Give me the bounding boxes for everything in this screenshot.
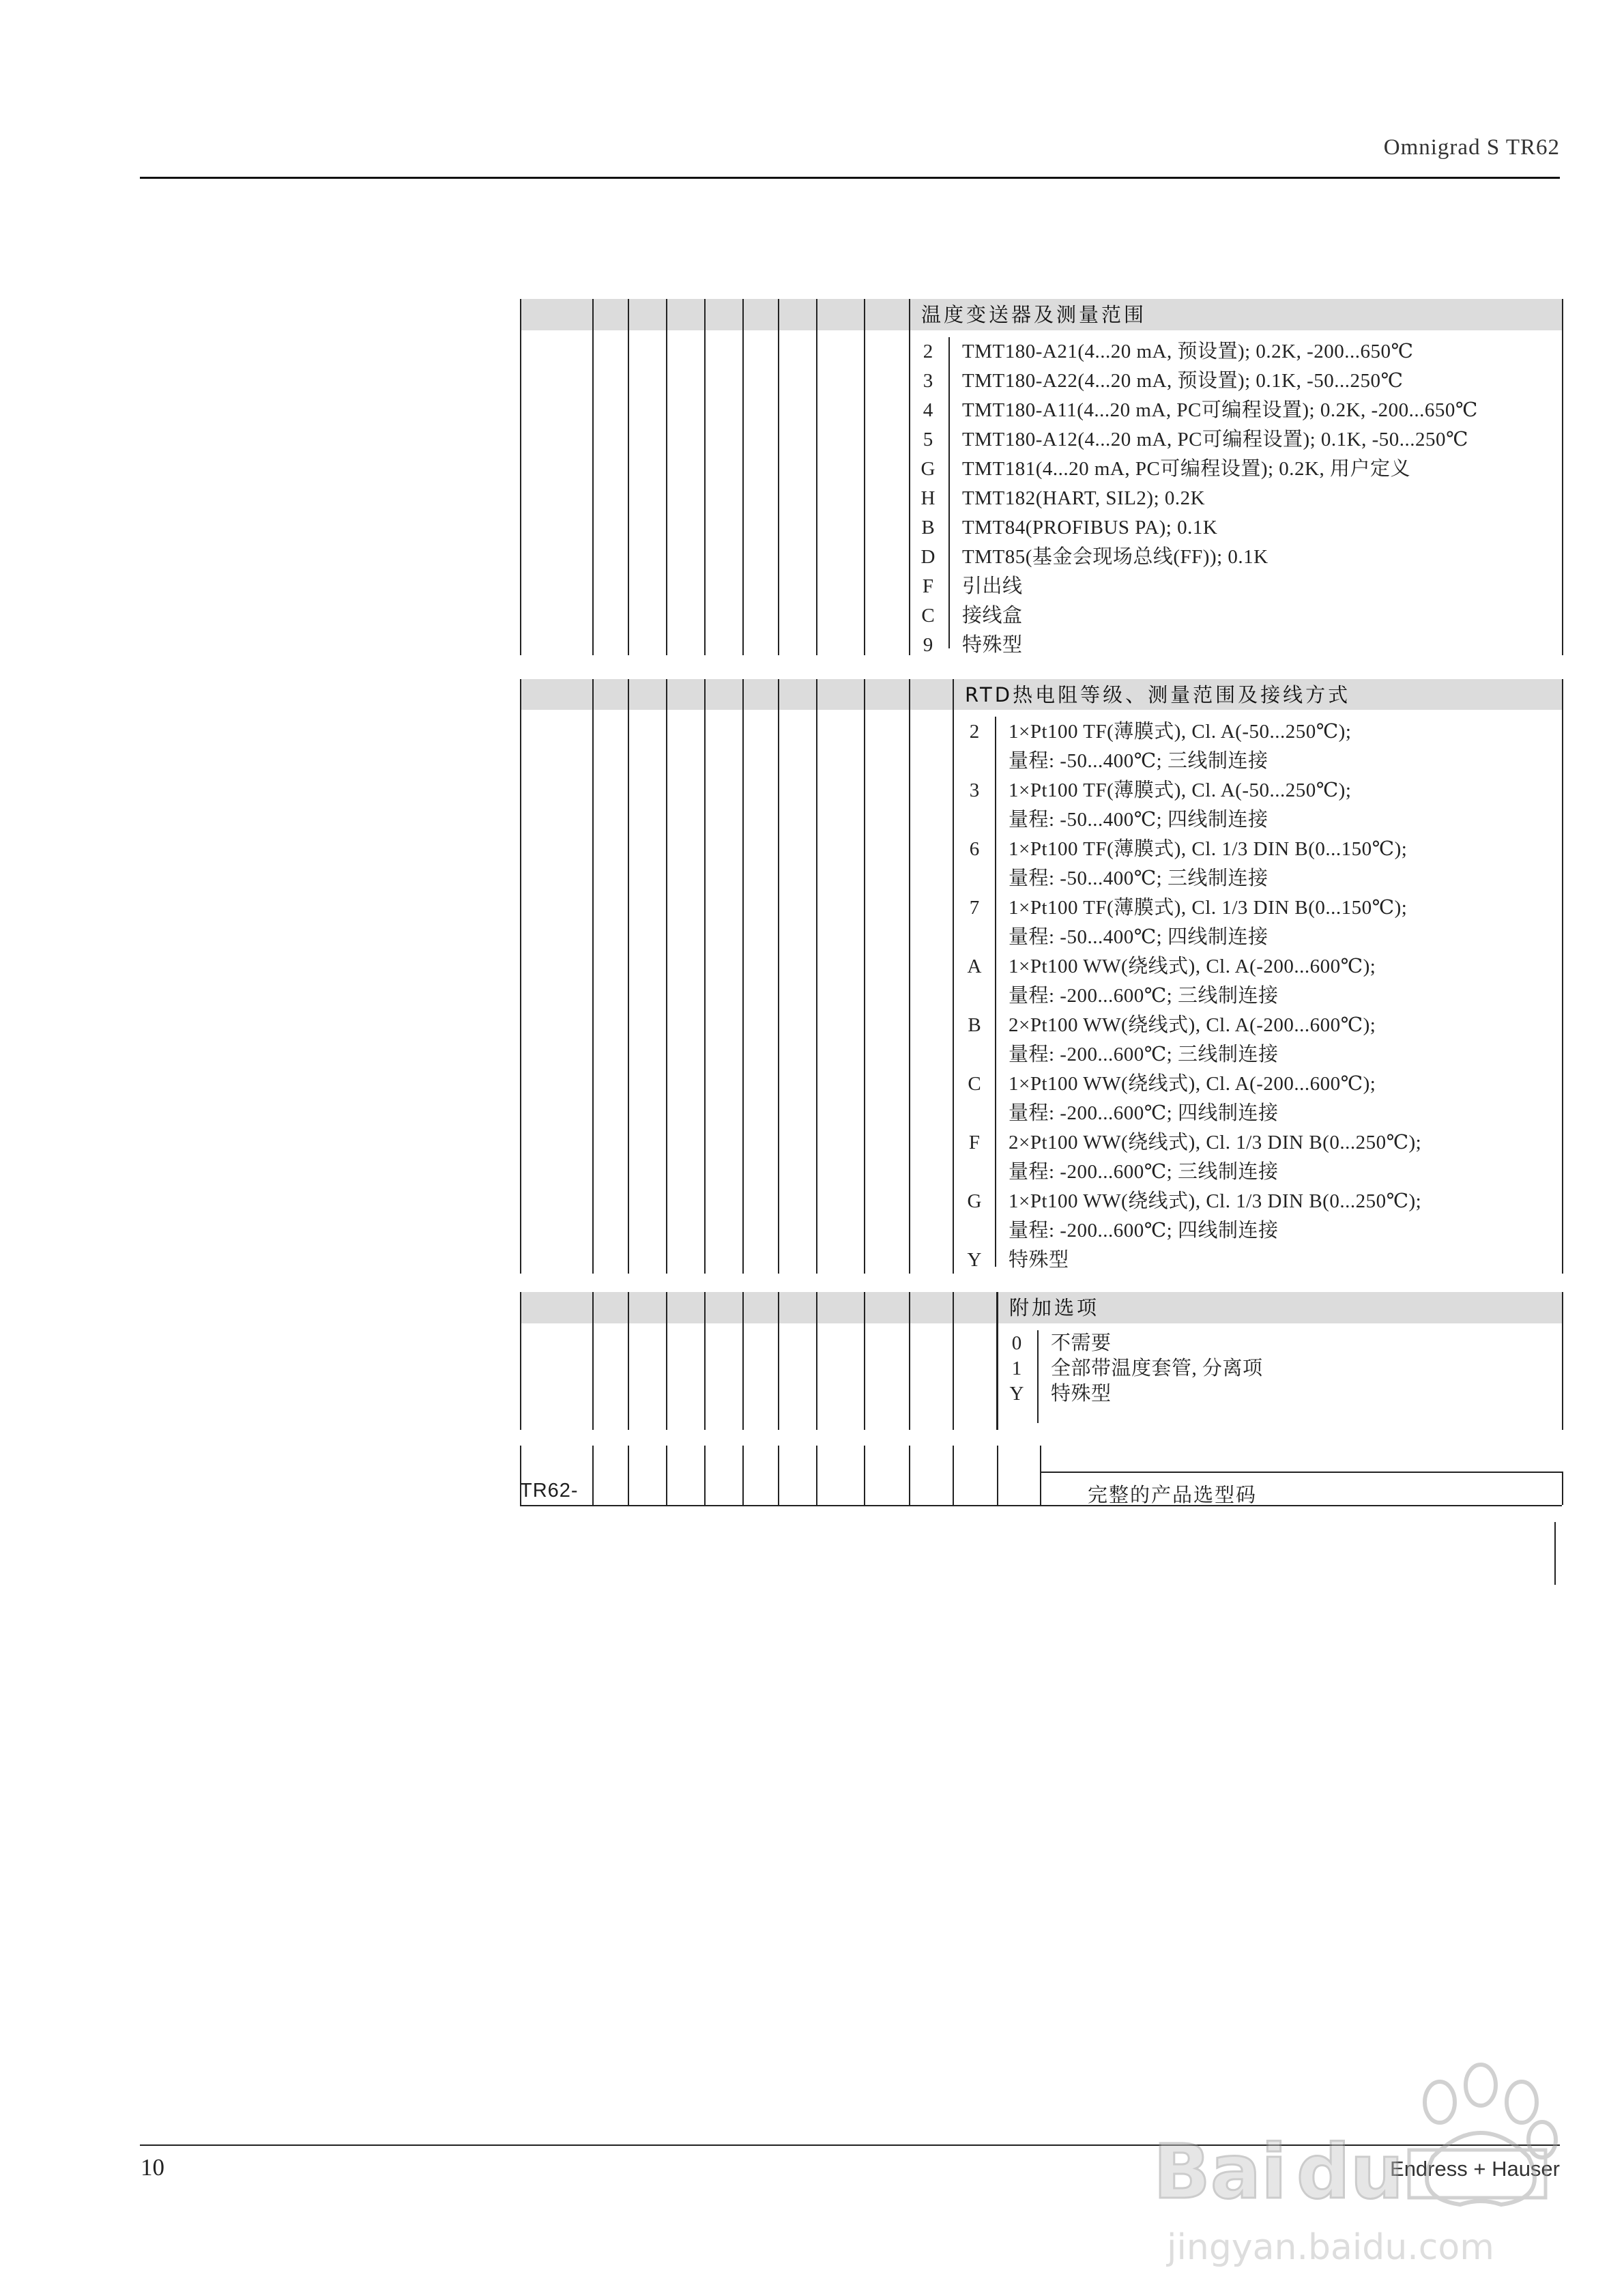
table-column-rule: [909, 1292, 910, 1430]
table-column-rule: [953, 1292, 954, 1430]
option-description: TMT84(PROFIBUS PA); 0.1K: [962, 517, 1218, 539]
option-code: G: [920, 458, 936, 480]
trailing-rule: [1554, 1522, 1556, 1585]
option-code: 2: [923, 341, 933, 362]
table-column-rule: [666, 679, 667, 1274]
option-description: 特殊型: [1009, 1249, 1069, 1271]
option-description: 量程: -50...400℃; 四线制连接: [1009, 926, 1268, 948]
table-column-rule: [742, 299, 744, 655]
table-column-rule: [816, 679, 817, 1274]
table-column-rule: [816, 1292, 817, 1430]
option-description: 1×Pt100 WW(绕线式), Cl. A(-200...600℃);: [1009, 956, 1376, 977]
option-description: TMT180-A21(4...20 mA, 预设置); 0.2K, -200...650℃: [962, 341, 1414, 362]
option-code: 3: [969, 779, 980, 801]
option-code: C: [968, 1073, 981, 1095]
option-code: D: [920, 546, 936, 568]
option-code: 1: [1011, 1358, 1022, 1379]
order-code-label: 完整的产品选型码: [1088, 1484, 1258, 1506]
svg-text:Bai: Bai: [1153, 2128, 1287, 2215]
option-code: B: [921, 517, 935, 539]
table-column-rule: [520, 1292, 521, 1430]
option-description: TMT180-A12(4...20 mA, PC可编程设置); 0.1K, -50...250℃: [962, 429, 1468, 450]
section-title: 温度变送器及测量范围: [921, 303, 1147, 326]
order-code-column-rule: [1040, 1446, 1041, 1505]
table-column-rule: [909, 299, 910, 655]
table-column-rule: [864, 1292, 865, 1430]
option-description: 不需要: [1051, 1332, 1112, 1354]
order-code-column-rule: [592, 1446, 594, 1505]
option-description: 1×Pt100 TF(薄膜式), Cl. A(-50...250℃);: [1009, 779, 1352, 801]
table-column-rule: [666, 299, 667, 655]
option-description: 引出线: [962, 575, 1023, 597]
option-description: 1×Pt100 WW(绕线式), Cl. A(-200...600℃);: [1009, 1073, 1376, 1095]
option-description: 特殊型: [1051, 1383, 1112, 1405]
option-description: 量程: -50...400℃; 三线制连接: [1009, 867, 1268, 889]
table-column-rule: [520, 679, 521, 1274]
option-code: Y: [1009, 1383, 1024, 1405]
option-description: 全部带温度套管, 分离项: [1051, 1358, 1263, 1379]
svg-text:jingyan.baidu.com: jingyan.baidu.com: [1167, 2227, 1494, 2268]
option-code: G: [967, 1190, 982, 1212]
order-code-bottom-rule: [520, 1505, 1562, 1506]
order-code-column-rule: [742, 1446, 744, 1505]
table-column-rule: [666, 1292, 667, 1430]
option-description: 量程: -200...600℃; 四线制连接: [1009, 1220, 1279, 1242]
table-column-rule: [704, 299, 706, 655]
option-code: 6: [969, 838, 980, 860]
table-right-rule: [1562, 1292, 1563, 1430]
order-code-column-rule: [778, 1446, 779, 1505]
table-column-rule: [592, 299, 594, 655]
table-column-rule: [778, 1292, 779, 1430]
order-code-column-rule: [666, 1446, 667, 1505]
option-code: C: [921, 605, 935, 627]
option-description: 量程: -200...600℃; 三线制连接: [1009, 1161, 1279, 1183]
order-code-column-rule: [816, 1446, 817, 1505]
table-column-rule: [997, 1292, 998, 1430]
table-column-rule: [628, 1292, 629, 1430]
option-description: 量程: -50...400℃; 四线制连接: [1009, 809, 1268, 831]
option-code: A: [967, 956, 982, 977]
table-column-rule: [816, 299, 817, 655]
option-code: 2: [969, 721, 980, 743]
code-description-divider: [948, 337, 950, 648]
option-description: 2×Pt100 WW(绕线式), Cl. 1/3 DIN B(0...250℃);: [1009, 1132, 1422, 1153]
option-description: 1×Pt100 TF(薄膜式), Cl. A(-50...250℃);: [1009, 721, 1352, 743]
option-description: 特殊型: [962, 634, 1023, 656]
option-description: TMT85(基金会现场总线(FF)); 0.1K: [962, 546, 1268, 568]
table-right-rule: [1562, 679, 1563, 1274]
brand-name: Endress + Hauser: [1390, 2157, 1560, 2181]
option-code: Y: [967, 1249, 982, 1271]
table-column-rule: [778, 299, 779, 655]
option-description: TMT182(HART, SIL2); 0.2K: [962, 487, 1206, 509]
option-code: 0: [1011, 1332, 1022, 1354]
option-description: TMT181(4...20 mA, PC可编程设置); 0.2K, 用户定义: [962, 458, 1411, 480]
order-code-label-rule: [1040, 1472, 1562, 1473]
option-description: 量程: -200...600℃; 三线制连接: [1009, 1044, 1279, 1065]
table-column-rule: [628, 679, 629, 1274]
section-title: RTD热电阻等级、测量范围及接线方式: [965, 683, 1351, 706]
option-code: 9: [923, 634, 933, 656]
table-column-rule: [704, 679, 706, 1274]
order-code-column-rule: [864, 1446, 865, 1505]
option-code: 4: [923, 399, 933, 421]
code-description-divider: [995, 717, 996, 1267]
page-number: 10: [141, 2154, 164, 2181]
option-description: 量程: -50...400℃; 三线制连接: [1009, 750, 1268, 772]
table-column-rule: [628, 299, 629, 655]
option-code: H: [920, 487, 936, 509]
baidu-watermark-logo: [1140, 2054, 1576, 2280]
order-code-column-rule: [953, 1446, 954, 1505]
order-code-column-rule: [704, 1446, 706, 1505]
option-code: F: [922, 575, 934, 597]
table-column-rule: [592, 1292, 594, 1430]
option-description: 接线盒: [962, 605, 1023, 627]
order-code-column-rule: [997, 1446, 998, 1505]
table-column-rule: [953, 679, 954, 1274]
table-column-rule: [742, 679, 744, 1274]
option-description: 1×Pt100 TF(薄膜式), Cl. 1/3 DIN B(0...150℃);: [1009, 838, 1408, 860]
option-description: 1×Pt100 WW(绕线式), Cl. 1/3 DIN B(0...250℃);: [1009, 1190, 1422, 1212]
table-column-rule: [864, 679, 865, 1274]
option-code: 3: [923, 370, 933, 392]
option-code: 7: [969, 897, 980, 919]
svg-text:du: du: [1296, 2128, 1404, 2215]
order-code-prefix: TR62-: [520, 1480, 579, 1502]
order-code-right-rule: [1562, 1472, 1563, 1505]
table-column-rule: [704, 1292, 706, 1430]
table-column-rule: [592, 679, 594, 1274]
table-column-rule: [909, 679, 910, 1274]
option-description: 量程: -200...600℃; 四线制连接: [1009, 1102, 1279, 1124]
option-description: TMT180-A11(4...20 mA, PC可编程设置); 0.2K, -200...650℃: [962, 399, 1478, 421]
order-code-column-rule: [909, 1446, 910, 1505]
option-description: 2×Pt100 WW(绕线式), Cl. A(-200...600℃);: [1009, 1014, 1376, 1036]
option-code: 5: [923, 429, 933, 450]
option-description: 1×Pt100 TF(薄膜式), Cl. 1/3 DIN B(0...150℃);: [1009, 897, 1408, 919]
table-column-rule: [742, 1292, 744, 1430]
table-column-rule: [864, 299, 865, 655]
option-code: F: [968, 1132, 981, 1153]
option-description: TMT180-A22(4...20 mA, 预设置); 0.1K, -50...250℃: [962, 370, 1404, 392]
product-title: Omnigrad S TR62: [1383, 135, 1560, 160]
table-column-rule: [520, 299, 521, 655]
table-column-rule: [778, 679, 779, 1274]
section-title: 附加选项: [1009, 1296, 1100, 1319]
option-code: B: [968, 1014, 981, 1036]
header-rule: [140, 177, 1560, 179]
order-code-column-rule: [628, 1446, 629, 1505]
option-description: 量程: -200...600℃; 三线制连接: [1009, 985, 1279, 1007]
table-right-rule: [1562, 299, 1563, 655]
code-description-divider: [1037, 1330, 1039, 1423]
